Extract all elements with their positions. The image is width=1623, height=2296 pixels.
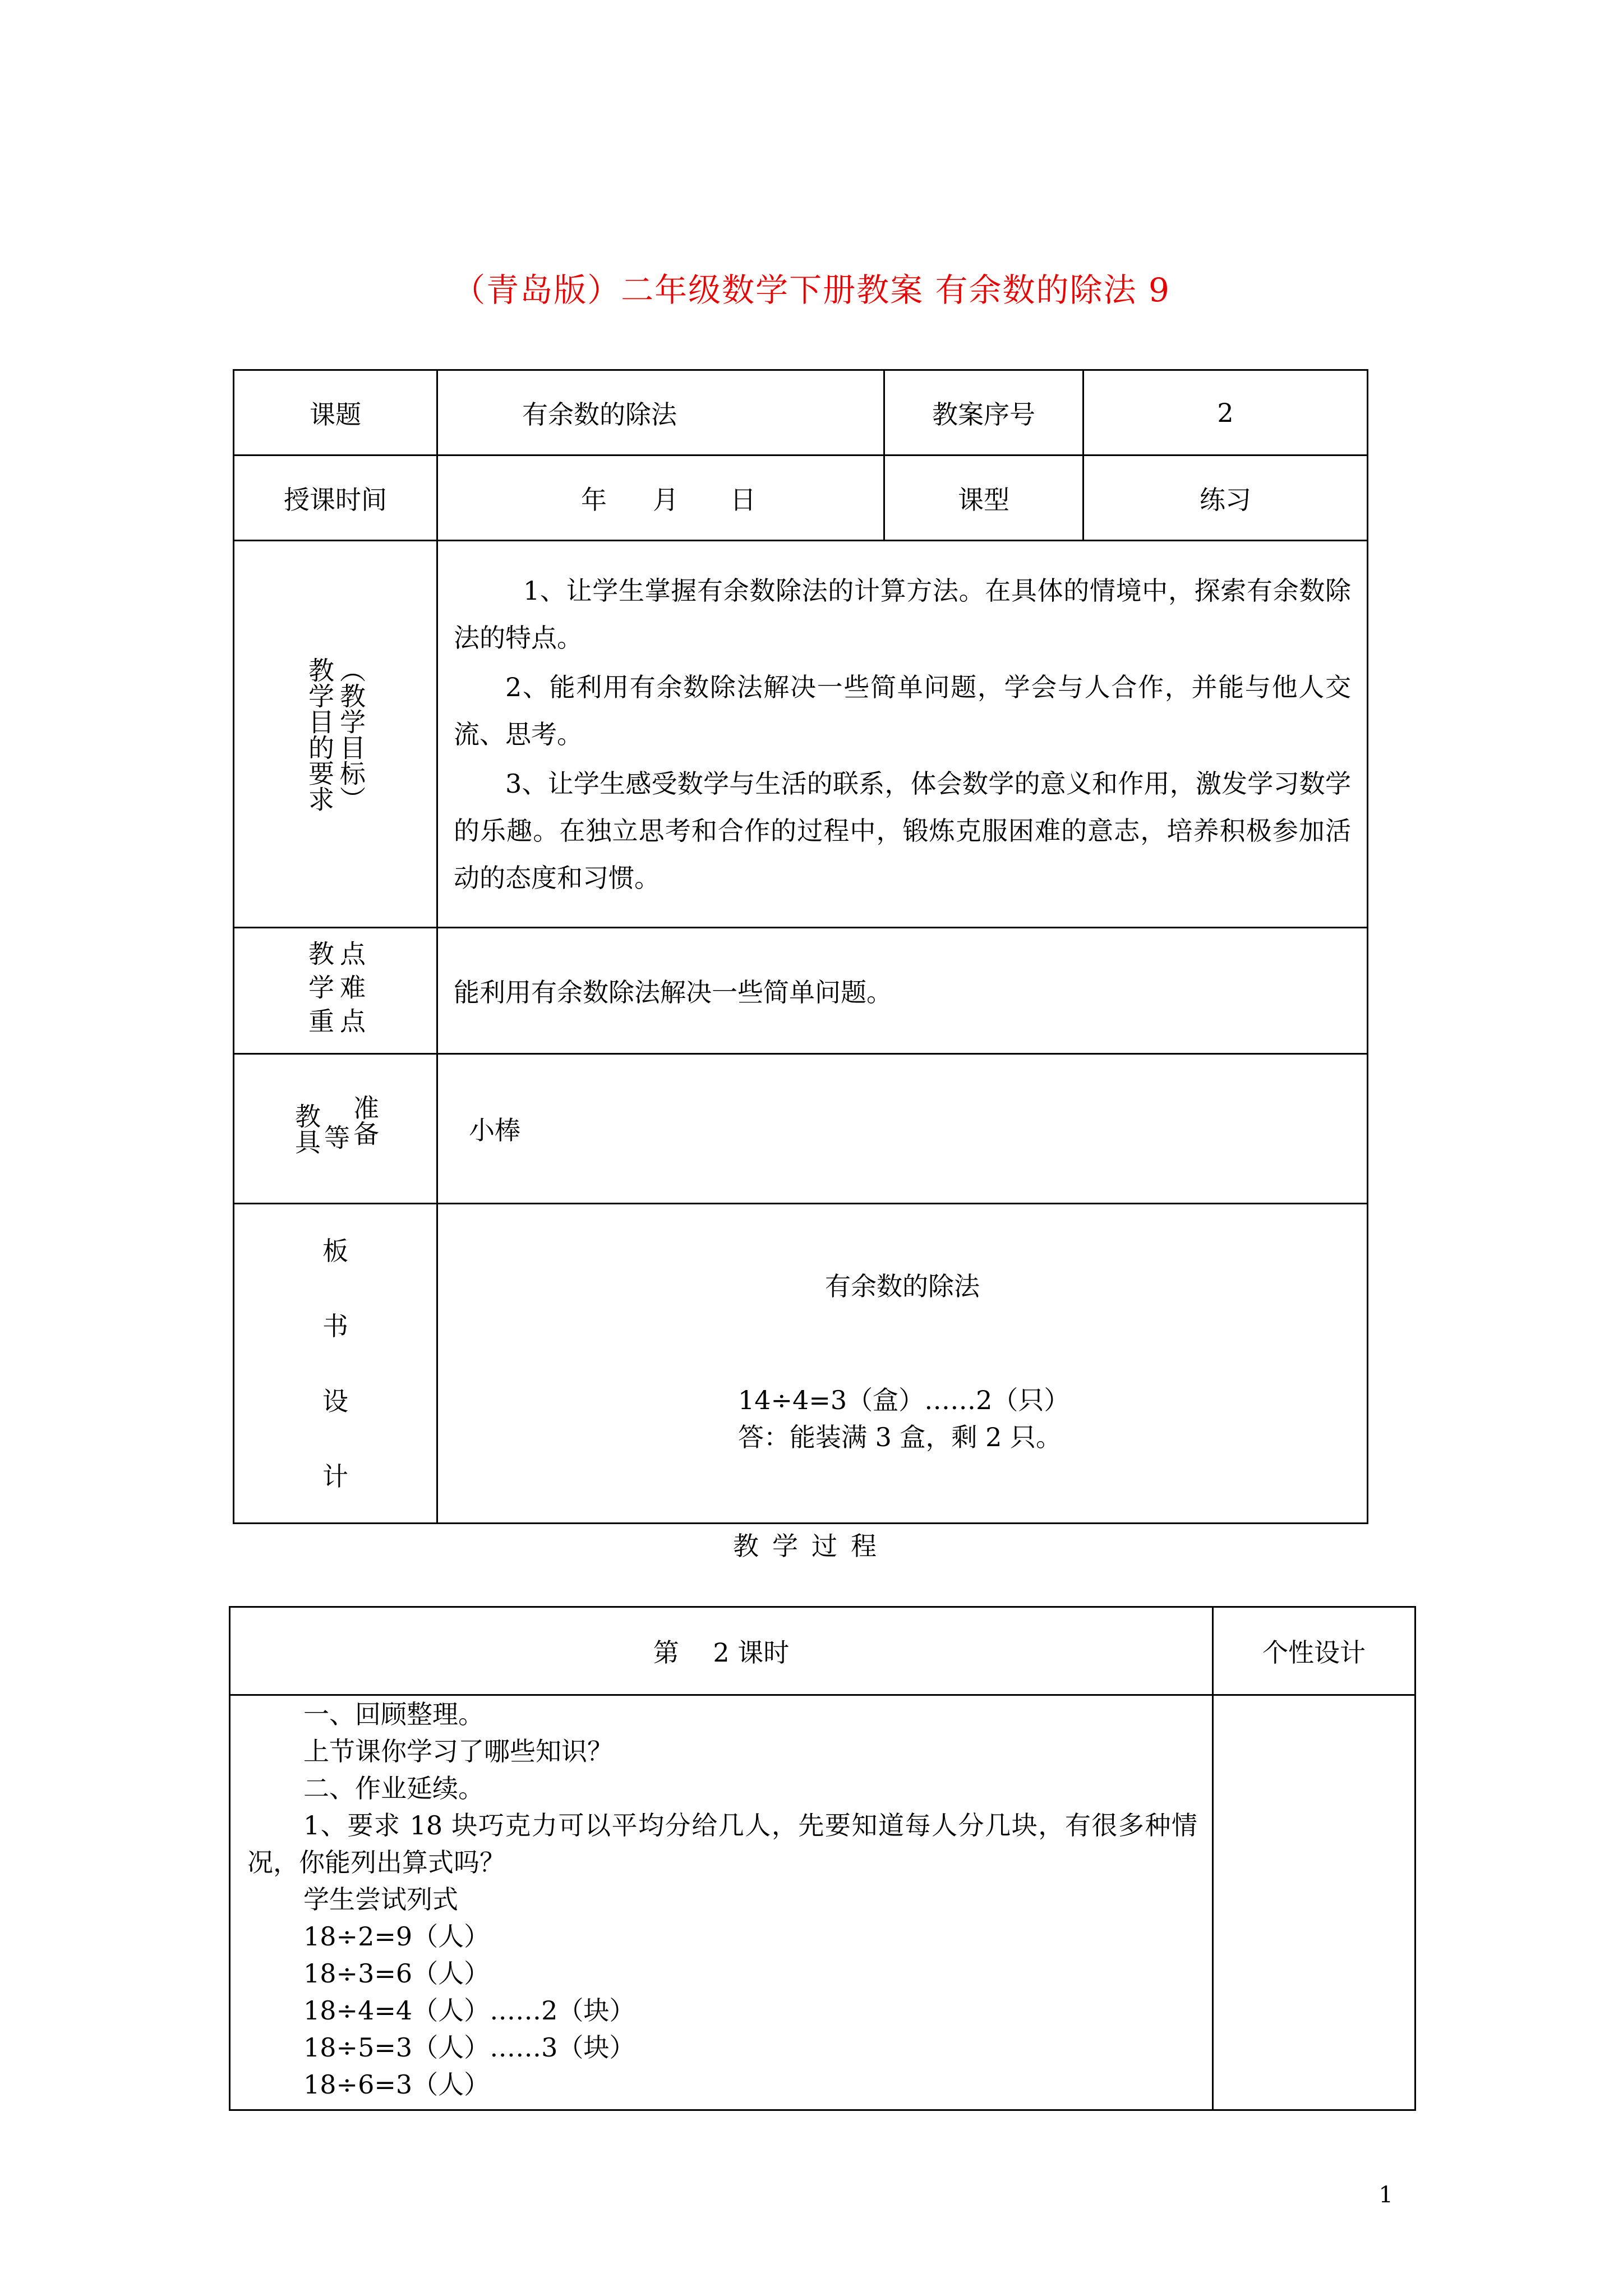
process-line: 一、回顾整理。	[303, 1699, 484, 1729]
process-line: 18÷4=4（人）……2（块）	[303, 1995, 635, 2026]
goal-2: 2、能利用有余数除法解决一些简单问题，学会与人合作，并能与他人交流、思考。	[454, 671, 1351, 749]
process-caption: 教学过程	[733, 1531, 890, 1561]
process-line: 学生尝试列式	[303, 1884, 458, 1915]
teaching-process-table	[229, 1606, 1416, 2111]
tools-label: 教具 等 准备	[234, 1054, 437, 1204]
time-label: 授课时间	[234, 455, 437, 541]
personal-design-label: 个性设计	[1213, 1607, 1415, 1695]
document-title: （青岛版）二年级数学下册教案 有余数的除法 9	[453, 271, 1170, 309]
topic-value: 有余数的除法	[437, 370, 884, 455]
process-line: 二、作业延续。	[303, 1773, 484, 1803]
tools-value: 小棒	[437, 1054, 1368, 1204]
type-label: 课型	[884, 455, 1083, 541]
board-title: 有余数的除法	[825, 1271, 980, 1301]
lesson-number: 第 2 课时	[230, 1607, 1213, 1695]
process-line: 上节课你学习了哪些知识？	[303, 1736, 613, 1766]
type-value: 练习	[1083, 455, 1368, 541]
board-label: 板 书 设 计	[234, 1204, 437, 1524]
personal-design-cell	[1213, 1695, 1415, 2110]
process-line: 18÷6=3（人）	[303, 2069, 490, 2100]
page-number: 1	[1378, 2182, 1393, 2208]
process-line: 18÷3=6（人）	[303, 1958, 490, 1989]
serial-value: 2	[1083, 370, 1368, 455]
time-value: 年 月 日	[437, 455, 884, 541]
serial-label: 教案序号	[884, 370, 1083, 455]
process-line: 18÷5=3（人）……3（块）	[303, 2032, 635, 2063]
goals-label: 教学目的要求 （教学目标）	[234, 541, 437, 928]
process-line: 1、要求 18 块巧克力可以平均分给几人，先要知道每人分几块，有很多种情况，你能列出算式吗？	[247, 1810, 1197, 1878]
board-equation: 14÷4=3（盒）……2（只）	[738, 1385, 1070, 1415]
goals-content	[437, 541, 1368, 928]
topic-label: 课题	[234, 370, 437, 455]
board-answer: 答：能装满 3 盒，剩 2 只。	[738, 1422, 1062, 1452]
board-design	[437, 1204, 1368, 1524]
key-difficulty-label: 教学重 点难点	[234, 928, 437, 1054]
process-content	[230, 1695, 1213, 2110]
goal-3: 3、让学生感受数学与生活的联系，体会数学的意义和作用，激发学习数学的乐趣。在独立思考和合作的过程中，锻炼克服困难的意志，培养积极参加活动的态度和习惯。	[454, 768, 1351, 893]
lesson-info-table	[233, 369, 1368, 1524]
goal-1: 1、让学生掌握有余数除法的计算方法。在具体的情境中，探索有余数除法的特点。	[454, 575, 1351, 653]
key-difficulty-value: 能利用有余数除法解决一些简单问题。	[437, 928, 1368, 1054]
process-line: 18÷2=9（人）	[303, 1921, 490, 1952]
